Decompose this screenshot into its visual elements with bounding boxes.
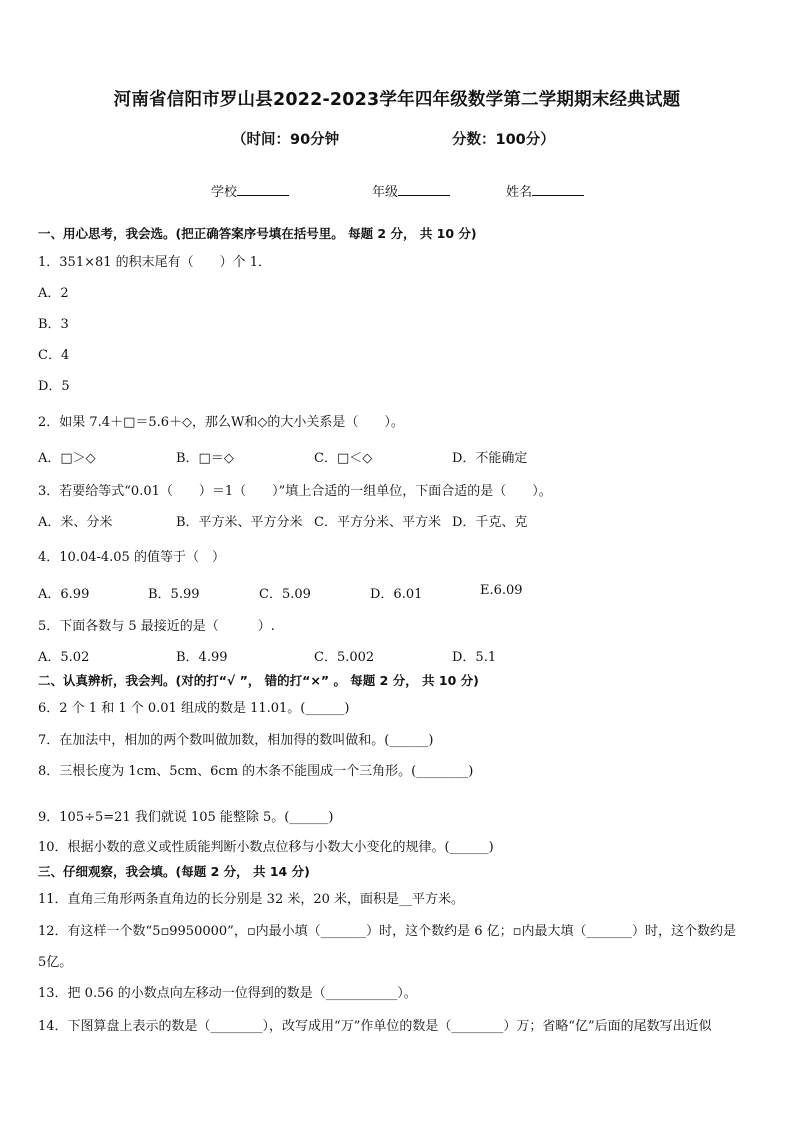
question-5: 5．下面各数与 5 最接近的是（ ）. (38, 619, 275, 634)
q1-option-d: D．5 (38, 379, 70, 394)
q5-option-d: D．5.1 (452, 650, 497, 665)
q5-option-c: C．5.002 (314, 650, 375, 665)
q2-option-b: B．□＝◇ (176, 451, 234, 466)
name-field (506, 181, 584, 200)
q2-option-d: D．不能确定 (452, 451, 528, 466)
q4-option-c: C．5.09 (259, 587, 311, 602)
section-1-heading: 一、用心思考，我会选。(把正确答案序号填在括号里。 每题 2 分， 共 10 分) (38, 226, 477, 241)
grade-blank[interactable] (398, 183, 450, 196)
question-6: 6．2 个 1 和 1 个 0.01 组成的数是 11.01。(______) (38, 701, 350, 716)
section-3-heading: 三、仔细观察，我会填。(每题 2 分， 共 14 分) (38, 864, 310, 879)
exam-time: （时间：90分钟 (232, 132, 340, 148)
school-blank[interactable] (237, 183, 289, 196)
q4-option-e: E.6.09 (480, 583, 523, 598)
q4-option-a: A．6.99 (38, 587, 90, 602)
question-1: 1．351×81 的积末尾有（ ）个 1． (38, 255, 272, 270)
question-8: 8．三根长度为 1cm、5cm、6cm 的木条不能围成一个三角形。(________) (38, 764, 474, 779)
name-label: 姓名 (506, 185, 533, 200)
q3-option-b: B．平方米、平方分米 (176, 515, 303, 530)
q3-option-a: A．米、分米 (38, 515, 113, 530)
exam-title: 河南省信阳市罗山县2022-2023学年四年级数学第二学期期末经典试题 (113, 90, 681, 110)
question-10: 10．根据小数的意义或性质能判断小数点位移与小数大小变化的规律。(______) (38, 840, 494, 855)
question-12-continued: 5亿。 (38, 955, 73, 970)
school-label: 学校 (211, 185, 238, 200)
grade-field (372, 181, 450, 200)
q1-option-b: B．3 (38, 317, 69, 332)
question-2: 2．如果 7.4＋□＝5.6＋◇，那么W和◇的大小关系是（ ）。 (38, 415, 404, 430)
q2-option-c: C．□＜◇ (314, 451, 373, 466)
q5-option-a: A．5.02 (38, 650, 90, 665)
q4-option-d: D．6.01 (370, 587, 423, 602)
q3-option-d: D．千克、克 (452, 515, 528, 530)
question-7: 7．在加法中，相加的两个数叫做加数，相加得的数叫做和。(______) (38, 733, 434, 748)
q4-option-b: B．5.99 (148, 587, 200, 602)
q1-option-a: A．2 (38, 286, 69, 301)
grade-label: 年级 (372, 185, 399, 200)
question-14: 14．下图算盘上表示的数是（________），改写成用“万”作单位的数是（________）万；省略“亿”后面的尾数写出近似 (38, 1019, 712, 1034)
question-9: 9．105÷5=21 我们就说 105 能整除 5。(______) (38, 810, 334, 825)
question-4: 4．10.04-4.05 的值等于（ ） (38, 550, 225, 565)
q5-option-b: B．4.99 (176, 650, 228, 665)
q2-option-a: A．□＞◇ (38, 451, 96, 466)
question-3: 3．若要给等式“0.01（ ）＝1（ ）”填上合适的一组单位，下面合适的是（ ）。 (38, 484, 552, 499)
q1-option-c: C．4 (38, 348, 70, 363)
q3-option-c: C．平方分米、平方米 (314, 515, 441, 530)
name-blank[interactable] (532, 183, 584, 196)
school-field (211, 181, 289, 200)
question-13: 13．把 0.56 的小数点向左移动一位得到的数是（___________）。 (38, 986, 417, 1001)
exam-score: 分数：100分） (452, 132, 555, 148)
question-11: 11．直角三角形两条直角边的长分别是 32 米，20 米，面积是__平方米。 (38, 892, 465, 907)
section-2-heading: 二、认真辨析，我会判。(对的打“√ ”， 错的打“×” 。 每题 2 分， 共 10 分) (38, 673, 479, 688)
question-12: 12．有这样一个数“5▫9950000”，▫内最小填（_______）时，这个数约是 6 亿；▫内最大填（_______）时，这个数约是 (38, 924, 736, 939)
